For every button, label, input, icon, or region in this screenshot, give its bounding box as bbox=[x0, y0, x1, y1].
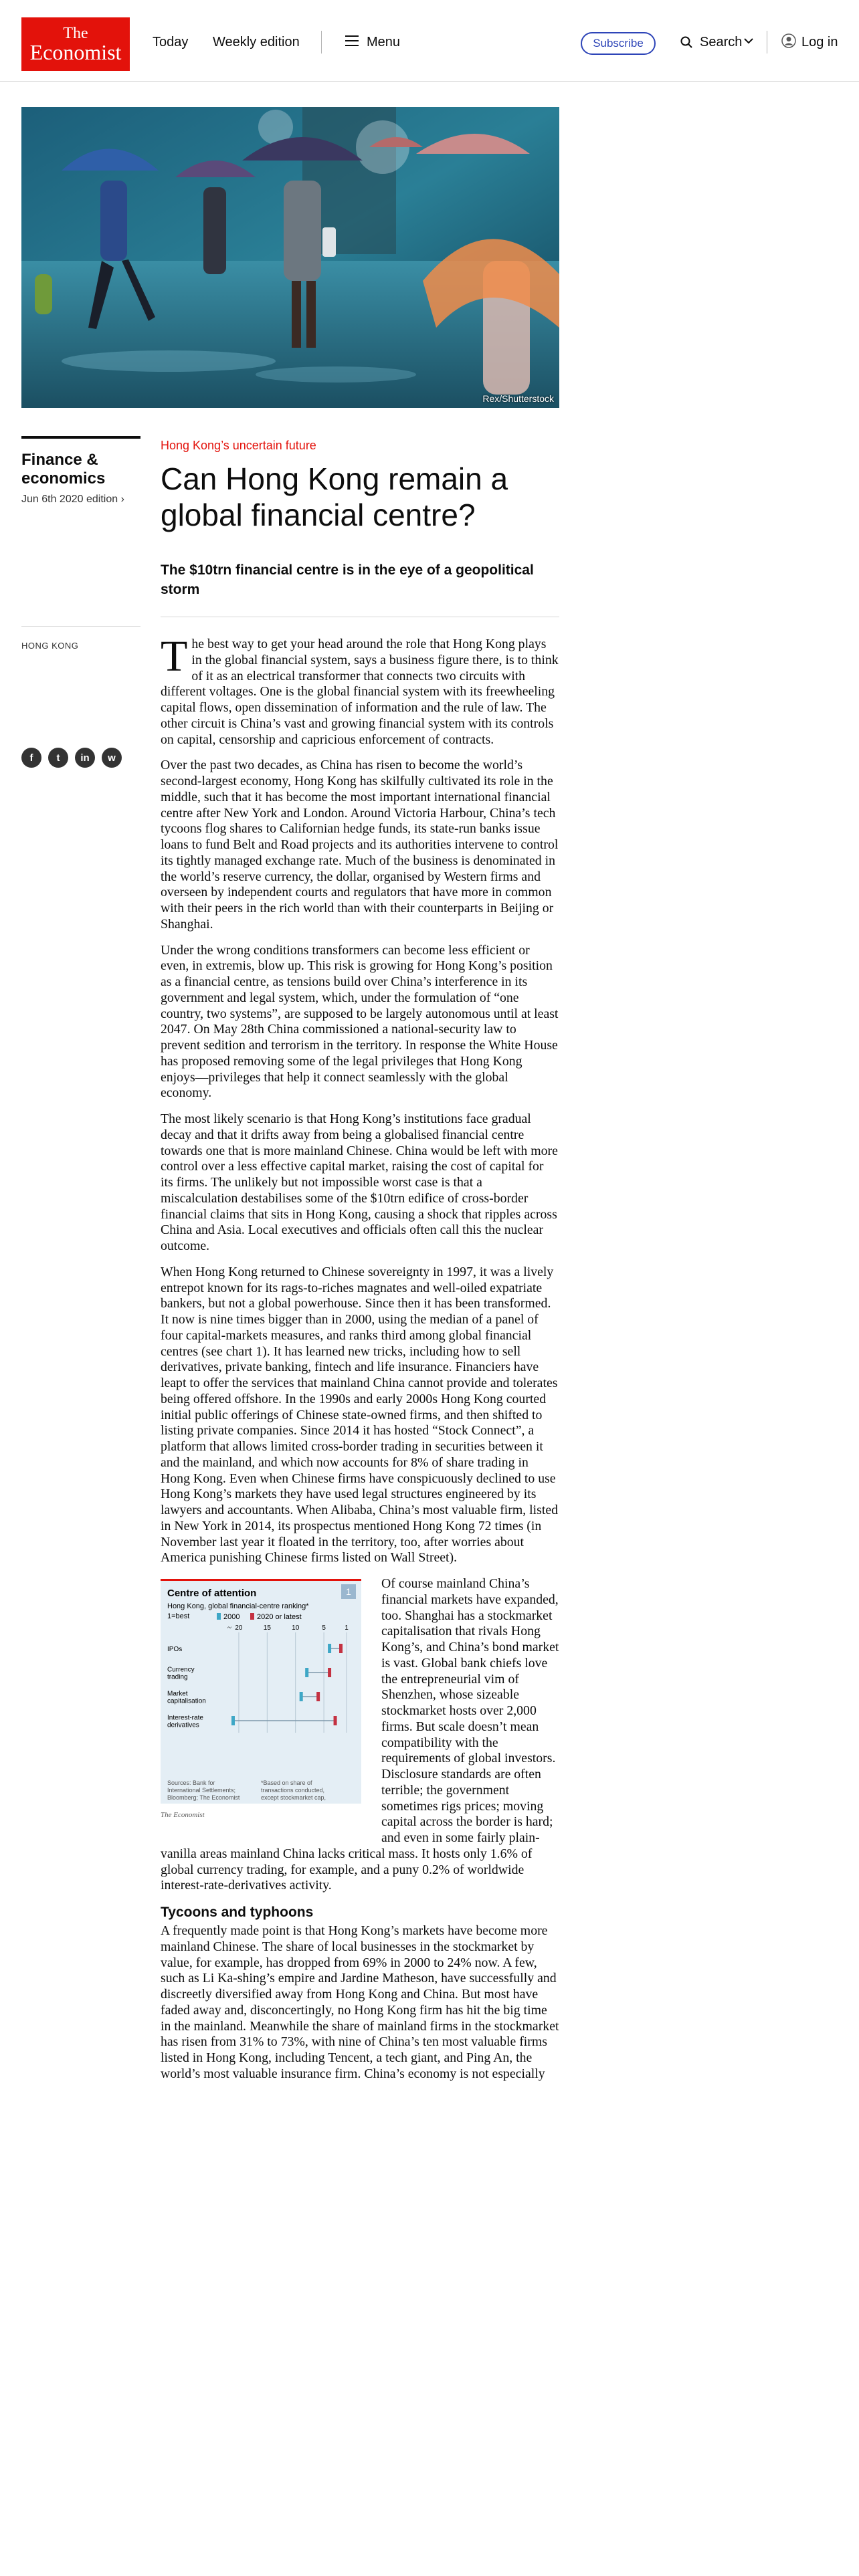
facebook-icon[interactable]: f bbox=[21, 748, 41, 768]
chart-tick-label: 5 bbox=[322, 1624, 326, 1632]
menu-button[interactable]: Menu bbox=[367, 35, 401, 49]
subheading: Tycoons and typhoons bbox=[161, 1905, 314, 1920]
chart-mark-2000 bbox=[305, 1668, 308, 1677]
chart-tick-label: 1 bbox=[345, 1624, 349, 1632]
whatsapp-icon[interactable]: w bbox=[102, 748, 122, 768]
hamburger-menu-icon[interactable] bbox=[345, 35, 359, 46]
dateline-rule bbox=[21, 626, 140, 627]
economist-logo[interactable] bbox=[21, 17, 130, 71]
chart-title: Centre of attention bbox=[167, 1588, 257, 1599]
paragraph-5: When Hong Kong returned to Chinese sovereignty in 1997, it was a lively entrepot known for its rags-to-riches magnates and well-oiled expatriate bankers, but not a global powerhouse. Since then it has been transformed. It now is nine times bigger than in 2000, using the median of a panel of four capital-markets measures, and ranks third among global financial centres (see chart 1). It has learned new tricks, including how to sell derivatives, private banking, fintech and life insurance. Financiers have leapt to offer the services that mainland China cannot provide and tolerates being offered offshore. In the 1990s and early 2000s Hong Kong courted initial public offerings of Chinese state-owned firms, and then shifted to listing private companies. Since 2014 it has hosted “Stock Connect”, a platform that allows limited cross-border trading in securities between it and the mainland, and which now accounts for 8% of share trading in Hong Kong. Even when Chinese firms have conspicuously declined to use Hong Kong’s markets they have used legal structures engineered by its lawyers and accountants. When Alibaba, China’s most valuable firm, listed in New York in 2014, its prospectus mentioned Hong Kong 72 times (in November last year it floated in the territory, too, after worries about America punishing Chinese firms listed on Wall Street). bbox=[161, 1264, 559, 1566]
chart-tick-label: 15 bbox=[263, 1624, 271, 1632]
article-headline: Can Hong Kong remain a global financial centre? bbox=[161, 461, 508, 532]
chart-mark-2000 bbox=[231, 1716, 235, 1725]
photo-credit: Rex/Shutterstock bbox=[482, 393, 554, 404]
chart-mark-2020 bbox=[339, 1644, 343, 1653]
legend-swatch-2000 bbox=[217, 1613, 221, 1620]
edition-link[interactable]: Jun 6th 2020 edition › bbox=[21, 494, 124, 505]
paragraph-1 bbox=[161, 632, 559, 748]
linkedin-icon[interactable]: in bbox=[75, 748, 95, 768]
chart-tick-label: 10 bbox=[292, 1624, 300, 1632]
paragraph-1-text: he best way to get your head around the role that Hong Kong plays in the global financial system, says a business figure there, is to think of it as an electrical transformer that connects two circuits with different voltages. One is the global financial system with its freewheeling capital flows, open dissemination of information and the rule of law. The other circuit is China’s vast and growing financial system with its controls on capital, censorship and capricious enforcement of contracts. bbox=[161, 637, 559, 747]
paragraph-4: The most likely scenario is that Hong Kong’s institutions face gradual decay and that it drifts away from being a globalised financial centre towards one that is more mainland Chinese. China would be left with more control over a less effective capital market, raising the cost of capital for its firms. The unlikely but not impossible worst case is that a miscalculation destabilises some of the $10trn edifice of cross-border financial claims that sits in Hong Kong, causing a shock that ripples across China and Asia. Local executives and officials often call this the nuclear outcome. bbox=[161, 1111, 558, 1253]
chart-scale-note: 1=best bbox=[167, 1612, 190, 1620]
chart-footnote: *Based on share of transactions conducted, except stockmarket cap, bbox=[261, 1780, 326, 1801]
paragraph-3: Under the wrong conditions transformers can become less efficient or even, in extremis, blow up. This risk is growing for Hong Kong’s position as a financial centre, as tensions build over China’s interference in its government and legal system, which, under the formulation of “one country, two systems”, are supposed to be largely autonomous until at least 2047. On May 28th China commissioned a national-security law to prevent sedition and terrorism in the territory. In response the White House has proposed removing some of the legal privileges that Hong Kong enjoys—privileges that help it connect seamlessly with the global economy. bbox=[161, 942, 559, 1101]
search-icon[interactable] bbox=[680, 36, 692, 48]
chart-top-rule bbox=[161, 1579, 361, 1581]
chart-axis-break: ~ bbox=[227, 1624, 231, 1632]
article-body bbox=[161, 632, 559, 2092]
nav-today[interactable]: Today bbox=[153, 35, 189, 49]
chart-mark-2000 bbox=[300, 1692, 303, 1701]
chart-brand: The Economist bbox=[161, 1811, 205, 1819]
chart-mark-2020 bbox=[316, 1692, 320, 1701]
chart-category-label: Currency trading bbox=[167, 1666, 195, 1681]
chart-category-label: IPOs bbox=[167, 1646, 183, 1653]
chevron-down-icon[interactable] bbox=[744, 37, 753, 44]
logo-line-1: The bbox=[63, 25, 88, 42]
article-standfirst: The $10trn financial centre is in the eye of a geopolitical storm bbox=[161, 562, 534, 598]
search-button[interactable]: Search bbox=[700, 35, 743, 49]
dateline: HONG KONG bbox=[21, 641, 79, 651]
user-icon[interactable] bbox=[781, 33, 796, 48]
chart-tick-label: 20 bbox=[235, 1624, 243, 1632]
legend-label-2020: 2020 or latest bbox=[257, 1613, 302, 1621]
paragraph-6: Of course mainland China’s financial markets have expanded, too. Shanghai has a stockmarket capitalisation that rivals Hong Kong’s, and China’s bond market is vast. Global bank chiefs love the entrepreneurial vim of Shenzhen, whose sizeable stockmarket hosts over 2,000 firms. But scale doesn’t mean compatibility with the requirements of global investors. Disclosure standards are often terrible; the government sometimes rigs prices; moving capital across the border is hard; and even in some fairly plain-vanilla areas mainland China lacks critical mass. It hosts only 1.6% of global currency trading, for example, and a puny 0.2% of worldwide interest-rate-derivatives activity. bbox=[161, 1576, 559, 1893]
chart-mark-2000 bbox=[328, 1644, 331, 1653]
logo-line-2: Economist bbox=[29, 40, 122, 64]
chart-subtitle: Hong Kong, global financial-centre ranking* bbox=[167, 1602, 309, 1610]
hero-image bbox=[21, 107, 559, 408]
section-link[interactable]: Finance & economics bbox=[21, 451, 106, 488]
nav-divider bbox=[321, 31, 322, 53]
login-link[interactable]: Log in bbox=[801, 35, 838, 49]
chart-category-label: Interest-rate derivatives bbox=[167, 1714, 203, 1729]
drop-cap: T bbox=[161, 632, 188, 681]
chart-mark-2020 bbox=[328, 1668, 331, 1677]
paragraph-2: Over the past two decades, as China has risen to become the world’s second-largest economy, Hong Kong has skilfully cultivated its role in the middle, such that it has become the most important international financial centre after New York and London. Around Victoria Harbour, China’s tech tycoons flog shares to Californian hedge funds, its state-run banks issue loans to fund Belt and Road projects and its authorities intervene to control its tightly managed exchange rate. Much of the business is denominated in the world’s reserve currency, the dollar, organised by Western firms and overseen by independent courts and regulators that have more in common with their peers in the rich world than with their counterparts in Beijing or Shanghai. bbox=[161, 758, 559, 932]
legend-swatch-2020 bbox=[250, 1613, 254, 1620]
article-rubric[interactable]: Hong Kong’s uncertain future bbox=[161, 439, 316, 452]
paragraph-7: A frequently made point is that Hong Kong’s markets have become more mainland Chinese. The share of local businesses in the stockmarket by value, for example, has dropped from 69% in 2000 to 24% now. A few, such as Li Ka-shing’s empire and Jardine Matheson, have successfully and discreetly diversified away from Hong Kong and China. But most have faded away and, disconcertingly, no Hong Kong firm has hit the big time in the mainland. Meanwhile the share of mainland firms in the stockmarket has risen from 31% to 73%, with nine of China’s ten most valuable firms listed in Hong Kong, including Tencent, a tech giant, and Ping An, the world’s most valuable insurance firm. China’s economy is not especially bbox=[161, 1923, 559, 2081]
chart-centre-of-attention[interactable] bbox=[161, 1579, 369, 1826]
chart-mark-2020 bbox=[334, 1716, 337, 1725]
chart-sources: Sources: Bank for International Settlements; Bloomberg; The Economist bbox=[167, 1780, 240, 1801]
section-rule bbox=[21, 436, 140, 439]
chart-svg bbox=[161, 1579, 369, 1826]
hero-photo-street-umbrellas bbox=[21, 107, 559, 408]
share-buttons bbox=[21, 748, 122, 768]
legend-label-2000: 2000 bbox=[223, 1613, 240, 1621]
subscribe-button[interactable]: Subscribe bbox=[581, 32, 656, 55]
chart-number: 1 bbox=[346, 1586, 351, 1597]
chart-category-label: Market capitalisation bbox=[167, 1690, 206, 1705]
site-header bbox=[0, 0, 859, 82]
twitter-icon[interactable]: t bbox=[48, 748, 68, 768]
nav-weekly-edition[interactable]: Weekly edition bbox=[213, 35, 300, 49]
